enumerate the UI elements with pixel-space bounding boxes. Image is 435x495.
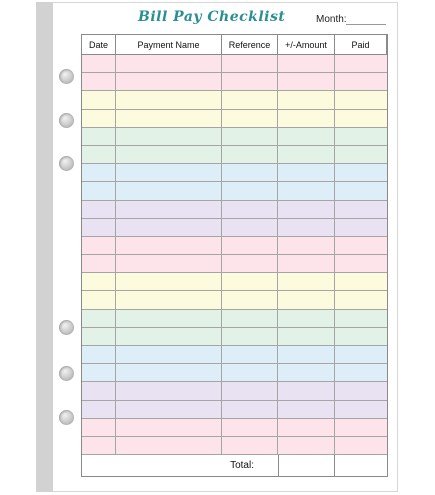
amount-cell[interactable] [278, 346, 335, 364]
amount-cell[interactable] [278, 255, 335, 273]
date-cell[interactable] [82, 55, 116, 73]
amount-cell[interactable] [278, 73, 335, 91]
date-cell[interactable] [82, 91, 116, 109]
payment-name-cell[interactable] [116, 201, 222, 219]
date-cell[interactable] [82, 401, 116, 419]
payment-name-cell[interactable] [116, 419, 222, 437]
binding-strip [36, 2, 53, 492]
date-cell[interactable] [82, 73, 116, 91]
date-cell[interactable] [82, 164, 116, 182]
payment-name-cell[interactable] [116, 310, 222, 328]
binder-hole [59, 320, 74, 335]
reference-cell[interactable] [222, 364, 278, 382]
paid-cell[interactable] [335, 310, 387, 328]
total-row [82, 455, 387, 476]
date-cell[interactable] [82, 219, 116, 237]
binder-hole [59, 113, 74, 128]
date-cell[interactable] [82, 437, 116, 455]
column-header-paid: Paid [335, 35, 387, 55]
paid-cell[interactable] [335, 128, 387, 146]
reference-cell[interactable] [222, 310, 278, 328]
reference-cell[interactable] [222, 110, 278, 128]
paid-cell[interactable] [335, 382, 387, 400]
payment-name-cell[interactable] [116, 91, 222, 109]
paid-cell[interactable] [335, 110, 387, 128]
reference-cell[interactable] [222, 291, 278, 309]
amount-cell[interactable] [278, 382, 335, 400]
paid-cell[interactable] [335, 346, 387, 364]
amount-cell[interactable] [278, 219, 335, 237]
reference-cell[interactable] [222, 164, 278, 182]
paid-cell[interactable] [335, 164, 387, 182]
checklist-table [81, 34, 388, 477]
reference-cell[interactable] [222, 128, 278, 146]
date-cell[interactable] [82, 182, 116, 200]
total-label: Total: [230, 460, 254, 472]
date-cell[interactable] [82, 382, 116, 400]
payment-name-cell[interactable] [116, 346, 222, 364]
paid-cell[interactable] [335, 182, 387, 200]
reference-cell[interactable] [222, 91, 278, 109]
payment-name-cell[interactable] [116, 291, 222, 309]
paid-cell[interactable] [335, 255, 387, 273]
payment-name-cell[interactable] [116, 273, 222, 291]
paid-cell[interactable] [335, 364, 387, 382]
date-cell[interactable] [82, 110, 116, 128]
amount-cell[interactable] [278, 437, 335, 455]
amount-cell[interactable] [278, 273, 335, 291]
paid-cell[interactable] [335, 201, 387, 219]
column-header-date: Date [82, 35, 116, 55]
paid-cell[interactable] [335, 419, 387, 437]
amount-cell[interactable] [278, 146, 335, 164]
reference-cell[interactable] [222, 73, 278, 91]
reference-cell[interactable] [222, 273, 278, 291]
paid-cell[interactable] [335, 328, 387, 346]
payment-name-cell[interactable] [116, 328, 222, 346]
month-field[interactable] [346, 24, 386, 25]
paid-cell[interactable] [335, 401, 387, 419]
payment-name-cell[interactable] [116, 237, 222, 255]
page-title: Bill Pay Checklist [138, 9, 286, 25]
amount-cell[interactable] [278, 110, 335, 128]
paid-cell[interactable] [335, 55, 387, 73]
column-header-reference: Reference [222, 35, 278, 55]
payment-name-cell[interactable] [116, 255, 222, 273]
payment-name-cell[interactable] [116, 110, 222, 128]
amount-cell[interactable] [278, 364, 335, 382]
amount-cell[interactable] [278, 237, 335, 255]
date-cell[interactable] [82, 273, 116, 291]
paid-cell[interactable] [335, 73, 387, 91]
date-cell[interactable] [82, 364, 116, 382]
total-amount-field[interactable] [278, 455, 335, 476]
payment-name-cell[interactable] [116, 364, 222, 382]
amount-cell[interactable] [278, 182, 335, 200]
amount-cell[interactable] [278, 164, 335, 182]
amount-cell[interactable] [278, 401, 335, 419]
paid-cell[interactable] [335, 437, 387, 455]
date-cell[interactable] [82, 310, 116, 328]
paid-cell[interactable] [335, 219, 387, 237]
total-label-area [82, 455, 278, 476]
date-cell[interactable] [82, 201, 116, 219]
binder-hole [59, 156, 74, 171]
payment-name-cell[interactable] [116, 437, 222, 455]
date-cell[interactable] [82, 346, 116, 364]
binder-hole [59, 366, 74, 381]
reference-cell[interactable] [222, 382, 278, 400]
reference-cell[interactable] [222, 255, 278, 273]
reference-cell[interactable] [222, 182, 278, 200]
payment-name-cell[interactable] [116, 55, 222, 73]
binder-hole [59, 69, 74, 84]
date-cell[interactable] [82, 419, 116, 437]
payment-name-cell[interactable] [116, 382, 222, 400]
amount-cell[interactable] [278, 201, 335, 219]
reference-cell[interactable] [222, 401, 278, 419]
reference-cell[interactable] [222, 146, 278, 164]
reference-cell[interactable] [222, 437, 278, 455]
amount-cell[interactable] [278, 291, 335, 309]
reference-cell[interactable] [222, 346, 278, 364]
payment-name-cell[interactable] [116, 73, 222, 91]
payment-name-cell[interactable] [116, 219, 222, 237]
paid-cell[interactable] [335, 237, 387, 255]
amount-cell[interactable] [278, 419, 335, 437]
reference-cell[interactable] [222, 328, 278, 346]
paid-cell[interactable] [335, 273, 387, 291]
column-header-payment-name: Payment Name [116, 35, 222, 55]
total-paid-blank [335, 455, 387, 476]
date-cell[interactable] [82, 255, 116, 273]
amount-cell[interactable] [278, 128, 335, 146]
payment-name-cell[interactable] [116, 401, 222, 419]
amount-cell[interactable] [278, 310, 335, 328]
payment-name-cell[interactable] [116, 146, 222, 164]
reference-cell[interactable] [222, 419, 278, 437]
amount-cell[interactable] [278, 328, 335, 346]
payment-name-cell[interactable] [116, 164, 222, 182]
date-cell[interactable] [82, 146, 116, 164]
date-cell[interactable] [82, 237, 116, 255]
date-cell[interactable] [82, 291, 116, 309]
reference-cell[interactable] [222, 201, 278, 219]
reference-cell[interactable] [222, 219, 278, 237]
paid-cell[interactable] [335, 291, 387, 309]
amount-cell[interactable] [278, 91, 335, 109]
reference-cell[interactable] [222, 55, 278, 73]
payment-name-cell[interactable] [116, 182, 222, 200]
amount-cell[interactable] [278, 55, 335, 73]
date-cell[interactable] [82, 128, 116, 146]
reference-cell[interactable] [222, 237, 278, 255]
month-label: Month: [316, 14, 347, 25]
binder-hole [59, 410, 74, 425]
paid-cell[interactable] [335, 146, 387, 164]
payment-name-cell[interactable] [116, 128, 222, 146]
column-header-amount: +/-Amount [278, 35, 335, 55]
date-cell[interactable] [82, 328, 116, 346]
paid-cell[interactable] [335, 91, 387, 109]
